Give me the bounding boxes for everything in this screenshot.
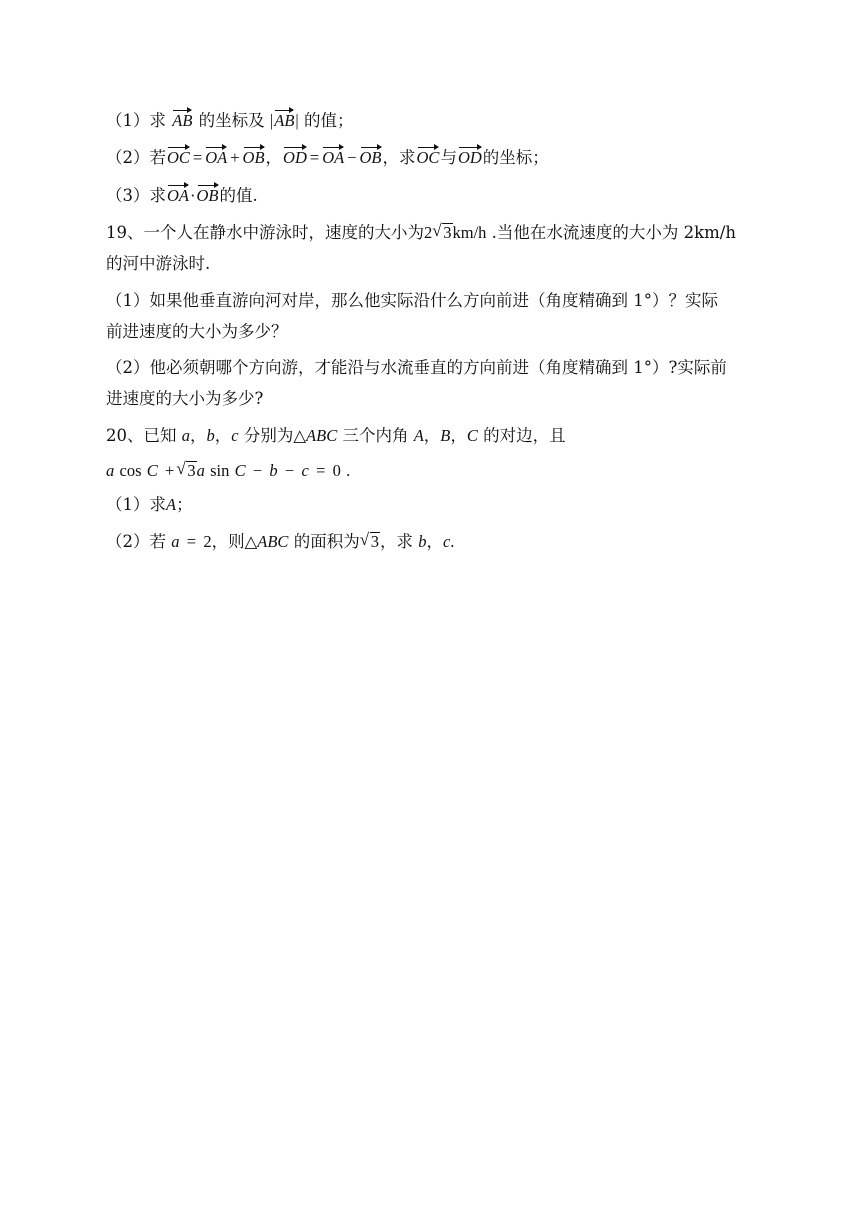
value-two: 2 [203, 532, 212, 551]
eq-plus: + [165, 461, 175, 480]
q19-part1-line2: 前进速度的大小为多少？ [106, 322, 288, 341]
period: . [450, 532, 455, 551]
vector-oc: OC [167, 145, 190, 167]
q20-line1 [106, 425, 566, 447]
q18-part3 [106, 183, 258, 207]
vector-od: OD [283, 145, 307, 167]
q18-p1-label: （1）求 [106, 111, 166, 130]
vector-ob: OB [360, 145, 382, 167]
speed-coefficient: 2 [424, 223, 433, 242]
var-a: a [181, 426, 190, 445]
vector-ob: OB [197, 183, 219, 205]
vector-oa: OA [167, 183, 189, 205]
q18-p3-label: （3）求 [106, 186, 166, 205]
eq-sin: sin [210, 461, 230, 480]
angle-B: B [440, 426, 451, 445]
q19-line1 [106, 222, 736, 244]
var-b: b [418, 532, 427, 551]
eq-a: a [196, 461, 205, 480]
q20-equation [106, 460, 350, 482]
vector-oa: OA [322, 145, 344, 167]
vector-oc: OC [417, 145, 440, 167]
separator: ， [423, 426, 441, 445]
vector-oa: OA [205, 145, 227, 167]
q20-text-b: 分别为 [243, 426, 294, 445]
vector-ab-magnitude: AB [274, 108, 294, 130]
abs-bar-close: | [295, 111, 299, 130]
q19-line2: 的河中游泳时. [106, 254, 211, 273]
separator: ， [214, 426, 232, 445]
var-b: b [206, 426, 215, 445]
q20-p1-label: （1）求 [106, 495, 166, 514]
sqrt-radicand: 3 [187, 461, 196, 480]
q19-text-b: .当他在水流速度的大小为 2km/h [491, 223, 736, 242]
eq-zero: 0 [332, 461, 341, 480]
separator: ， [450, 426, 467, 445]
q18-p1-mid: 的坐标及 [198, 111, 265, 130]
var-c: c [442, 532, 451, 551]
q18-p2-and: 与 [440, 148, 457, 167]
q18-part2 [106, 145, 549, 169]
separator: ， [190, 426, 207, 445]
q18-part1 [106, 108, 353, 132]
q18-p2-end: 的坐标； [482, 148, 549, 167]
triangle-symbol: △ [244, 532, 258, 551]
sqrt-symbol [433, 222, 452, 244]
angle-A: A [166, 495, 177, 514]
q20-part2 [106, 531, 454, 553]
equals-sign: = [192, 148, 203, 167]
triangle-abc: ABC [306, 426, 338, 445]
q20-text-c: 三个内角 [342, 426, 409, 445]
minus-sign: − [347, 148, 357, 167]
q20-p2-mid2: 的面积为 [293, 532, 360, 551]
abs-bar-open: | [269, 111, 274, 130]
sqrt-radicand: 3 [443, 223, 452, 242]
q19-part2-line1: （2）他必须朝哪个方向游，才能沿与水流垂直的方向前进（角度精确到 1°）?实际前 [106, 358, 727, 377]
sqrt-symbol [177, 460, 196, 482]
q20-p2-mid1: ，则 [211, 532, 245, 551]
dot-product-sign: · [190, 186, 196, 205]
q18-p2-label: （2）若 [106, 148, 166, 167]
eq-cos: cos [119, 461, 142, 480]
eq-b: b [269, 461, 278, 480]
var-c: c [231, 426, 239, 445]
q20-part1 [106, 494, 193, 516]
q19-part2-line2: 进速度的大小为多少? [106, 389, 264, 408]
eq-equals: = [316, 461, 326, 480]
vector-ob: OB [243, 145, 265, 167]
sqrt-symbol [361, 531, 380, 553]
q20-p2-mid3: ，求 [379, 532, 413, 551]
triangle-symbol: △ [293, 426, 307, 445]
triangle-abc: ABC [257, 532, 289, 551]
eq-C: C [146, 461, 158, 480]
q20-text-d: 的对边，且 [483, 426, 566, 445]
var-a: a [171, 532, 180, 551]
q20-p1-end: ； [176, 495, 193, 514]
q19-text-a: 19、一个人在静水中游泳时，速度的大小为 [106, 223, 424, 242]
eq-C: C [234, 461, 246, 480]
eq-period: . [346, 461, 351, 480]
eq-minus: − [284, 461, 295, 480]
q19-part1-line1: （1）如果他垂直游向河对岸，那么他实际沿什么方向前进（角度精确到 1°）？实际 [106, 291, 718, 310]
q18-p3-end: 的值. [219, 186, 258, 205]
vector-ab: AB [172, 108, 192, 130]
q20-text-a: 20、已知 [106, 426, 177, 445]
separator: ， [426, 532, 443, 551]
eq-minus: − [252, 461, 263, 480]
sqrt-radicand: 3 [370, 532, 379, 551]
q20-p2-label: （2）若 [106, 532, 166, 551]
plus-sign: + [230, 148, 240, 167]
q18-p1-end: 的值； [303, 111, 354, 130]
eq-c: c [301, 461, 309, 480]
angle-A: A [413, 426, 424, 445]
equals-sign: = [309, 148, 320, 167]
equals-sign: = [186, 532, 197, 551]
speed-unit: km/h [452, 223, 487, 242]
comma: ， [265, 148, 283, 167]
q18-p2-mid: ，求 [382, 148, 416, 167]
eq-a: a [106, 461, 115, 480]
angle-C: C [466, 426, 478, 445]
vector-od: OD [458, 145, 482, 167]
